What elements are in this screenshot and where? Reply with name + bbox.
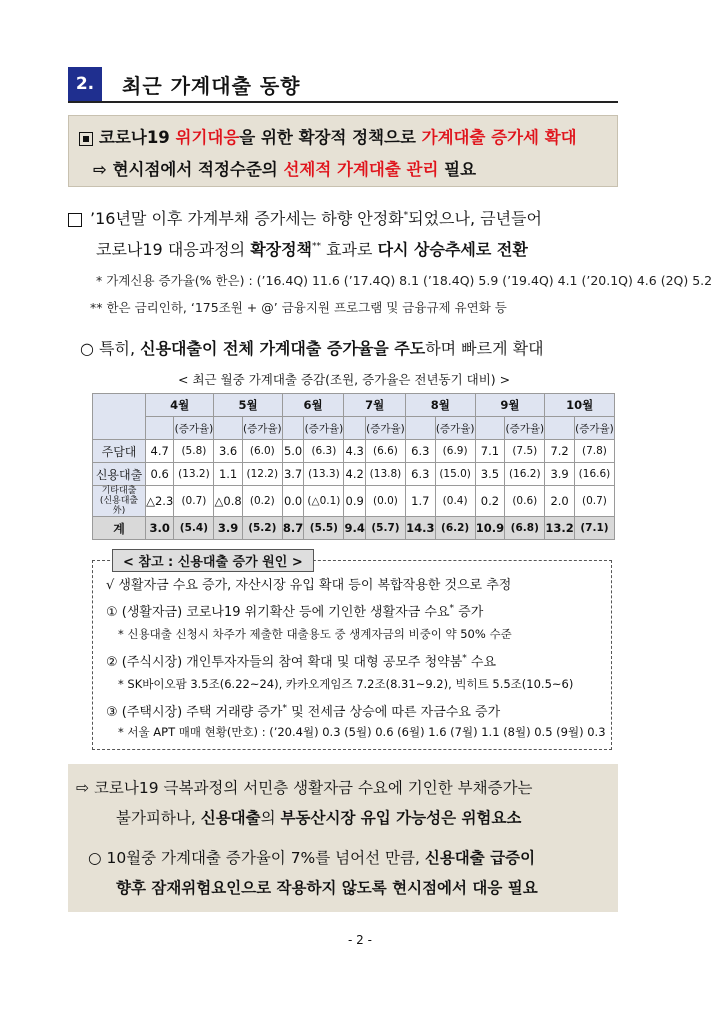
para-bold: 확장정책: [250, 240, 313, 259]
month-header: 6월: [282, 394, 344, 417]
amount-cell: 4.7: [146, 440, 174, 463]
rate-cell: (6.6): [365, 440, 405, 463]
section-number: 2.: [68, 67, 102, 101]
reference-item-2: [106, 651, 496, 670]
amount-cell: 0.6: [146, 463, 174, 486]
rate-cell: (7.5): [505, 440, 545, 463]
rate-cell: (5.8): [174, 440, 214, 463]
table-row: [93, 486, 615, 517]
amount-cell: 3.7: [282, 463, 304, 486]
arrow-icon: ⇨: [76, 779, 89, 797]
circle-bullet-icon: ○: [88, 849, 102, 867]
rate-header: (증가율): [505, 417, 545, 440]
summary-text: 현시점에서 적정수준의: [106, 160, 284, 179]
amount-cell: 2.0: [545, 486, 575, 517]
reference-label: < 참고 : 신용대출 증가 원인 >: [112, 549, 314, 572]
rate-cell: (0.7): [174, 486, 214, 517]
table-row: [93, 517, 615, 540]
para-text: 되었으나, 금년들어: [408, 209, 542, 228]
amount-cell: 8.7: [282, 517, 304, 540]
rate-cell: (6.8): [505, 517, 545, 540]
rate-header: (증가율): [174, 417, 214, 440]
amount-cell: 9.4: [344, 517, 366, 540]
amount-cell: 5.0: [282, 440, 304, 463]
month-header: 5월: [214, 394, 282, 417]
footnote-mark: *: [403, 210, 409, 221]
amount-cell: 3.9: [545, 463, 575, 486]
reference-note-3: * 서울 APT 매매 현황(만호) : (’20.4월) 0.3 (5월) 0.6 (6월) 1.6 (7월) 1.1 (8월) 0.5 (9월) 0.3: [118, 725, 606, 739]
rate-header: (증가율): [574, 417, 614, 440]
rate-cell: (0.4): [435, 486, 475, 517]
sub-blank: [214, 417, 242, 440]
amount-cell: 0.0: [282, 486, 304, 517]
table-row: [93, 440, 615, 463]
footnote-mark: *: [462, 653, 467, 664]
summary-text: 을 위한 확장적 정책으로: [239, 128, 422, 147]
loan-table: [92, 393, 615, 540]
sub-blank: [475, 417, 505, 440]
rate-cell: (15.0): [435, 463, 475, 486]
rate-cell: (12.2): [242, 463, 282, 486]
ref-text: 및 전세금 상승에 따른 자금수요 증가: [286, 705, 501, 720]
row-label: 주담대: [93, 440, 146, 463]
summary-text: 필요: [438, 160, 477, 179]
conclusion-line-2: [116, 806, 521, 828]
rate-cell: (5.4): [174, 517, 214, 540]
row-label: 계: [93, 517, 146, 540]
amount-cell: 6.3: [405, 463, 435, 486]
amount-cell: 3.0: [146, 517, 174, 540]
page-number: - 2 -: [348, 933, 372, 947]
amount-cell: 0.9: [344, 486, 366, 517]
rate-cell: (0.7): [574, 486, 614, 517]
conclusion-text: 불가피하나,: [116, 809, 201, 827]
section-divider: [68, 101, 618, 103]
amount-cell: 1.7: [405, 486, 435, 517]
amount-cell: 7.1: [475, 440, 505, 463]
month-header: 7월: [344, 394, 406, 417]
summary-highlight: 선제적 가계대출 관리: [283, 160, 439, 179]
ref-text: ③ (주택시장) 주택 거래량 증가: [106, 705, 283, 720]
month-header: 4월: [146, 394, 214, 417]
para-text: 코로나19 대응과정의: [96, 240, 251, 259]
para-text: 하며 빠르게 확대: [425, 339, 544, 358]
reference-item-3: [106, 701, 500, 720]
rate-cell: (0.0): [365, 486, 405, 517]
paragraph-1-line-1: [68, 206, 542, 229]
month-header: 9월: [475, 394, 545, 417]
sub-blank: [545, 417, 575, 440]
amount-cell: 0.2: [475, 486, 505, 517]
conclusion-line-3: [88, 846, 535, 868]
para-text: 효과로: [321, 240, 378, 259]
amount-cell: 14.3: [405, 517, 435, 540]
rate-cell: (7.1): [574, 517, 614, 540]
amount-cell: △2.3: [146, 486, 174, 517]
conclusion-text: 의: [260, 809, 281, 827]
month-header: 10월: [545, 394, 615, 417]
conclusion-box: [68, 764, 618, 912]
summary-text: 코로나19: [99, 128, 176, 147]
table-title: < 최근 월중 가계대출 증감(조원, 증가율은 전년동기 대비) >: [178, 372, 511, 387]
rate-cell: (13.8): [365, 463, 405, 486]
rate-cell: (△0.1): [304, 486, 344, 517]
table-header-row: [93, 394, 615, 417]
amount-cell: 3.9: [214, 517, 242, 540]
reference-intro: √ 생활자금 수요 증가, 자산시장 유입 확대 등이 복합작용한 것으로 추정: [106, 578, 512, 593]
amount-cell: 3.6: [214, 440, 242, 463]
amount-cell: 3.5: [475, 463, 505, 486]
footnote-mark: *: [282, 703, 287, 714]
amount-cell: 7.2: [545, 440, 575, 463]
sub-blank: [146, 417, 174, 440]
conclusion-text: 10월중 가계대출 증가율이 7%를 넘어선 만큼,: [101, 849, 425, 867]
paragraph-1-line-2: [96, 237, 528, 260]
rate-cell: (6.0): [242, 440, 282, 463]
section-title: 최근 가계대출 동향: [122, 74, 301, 98]
table-body: [93, 440, 615, 540]
footnote-1: * 가계신용 증가율(% 한은) : (’16.4Q) 11.6 (’17.4Q) 8.1 (’18.4Q) 5.9 (’19.4Q) 4.1 (’20.1Q) 4.6 (2Q) 5.2: [96, 273, 713, 288]
rate-header: (증가율): [304, 417, 344, 440]
month-header: 8월: [405, 394, 475, 417]
rate-cell: (0.6): [505, 486, 545, 517]
conclusion-bold: 부동산시장 유입 가능성은 위험요소: [280, 809, 522, 827]
rate-cell: (16.6): [574, 463, 614, 486]
rate-cell: (5.7): [365, 517, 405, 540]
reference-note-2: * SK바이오팜 3.5조(6.22~24), 카카오게임즈 7.2조(8.31~9.2), 빅히트 5.5조(10.5~6): [118, 677, 574, 691]
rate-header: (증가율): [435, 417, 475, 440]
table-corner: [93, 394, 146, 440]
rate-header: (증가율): [242, 417, 282, 440]
amount-cell: 10.9: [475, 517, 505, 540]
rate-cell: (13.2): [174, 463, 214, 486]
conclusion-line-4: 향후 잠재위험요인으로 작용하지 않도록 현시점에서 대응 필요: [116, 879, 538, 897]
rate-cell: (13.3): [304, 463, 344, 486]
amount-cell: 13.2: [545, 517, 575, 540]
para-bold: 신용대출이 전체 가계대출 증가율을 주도: [140, 339, 426, 358]
paragraph-2: [80, 336, 544, 359]
summary-line-1: [79, 124, 577, 148]
amount-cell: 4.2: [344, 463, 366, 486]
rate-cell: (6.3): [304, 440, 344, 463]
amount-cell: △0.8: [214, 486, 242, 517]
reference-item-1: [106, 601, 483, 620]
checkbox-square-icon: [68, 213, 82, 227]
ref-text: ① (생활자금) 코로나19 위기확산 등에 기인한 생활자금 수요: [106, 605, 450, 620]
conclusion-text: 코로나19 극복과정의 서민층 생활자금 수요에 기인한 부채증가는: [89, 779, 533, 797]
rate-cell: (5.2): [242, 517, 282, 540]
para-text: ’16년말 이후 가계부채 증가세는 하향 안정화: [90, 209, 404, 228]
sub-blank: [344, 417, 366, 440]
summary-box: [68, 115, 618, 187]
circle-bullet-icon: ○: [80, 339, 94, 358]
summary-line-2: [93, 156, 476, 180]
ref-text: 수요: [466, 655, 496, 670]
rate-cell: (16.2): [505, 463, 545, 486]
rate-cell: (5.5): [304, 517, 344, 540]
rate-cell: (7.8): [574, 440, 614, 463]
reference-note-1: * 신용대출 신청시 차주가 제출한 대출용도 중 생계자금의 비중이 약 50% 수준: [118, 627, 512, 641]
rate-cell: (6.9): [435, 440, 475, 463]
table-row: [93, 463, 615, 486]
ref-text: 증가: [454, 605, 484, 620]
rate-header: (증가율): [365, 417, 405, 440]
summary-highlight: 가계대출 증가세 확대: [421, 128, 577, 147]
rate-cell: (0.2): [242, 486, 282, 517]
sub-blank: [405, 417, 435, 440]
sub-blank: [282, 417, 304, 440]
row-label: 기타대출 (신용대출 外): [93, 486, 146, 517]
para-bold: 다시 상승추세로 전환: [377, 240, 528, 259]
footnote-mark: **: [312, 241, 322, 252]
ref-text: ② (주식시장) 개인투자자들의 참여 확대 및 대형 공모주 청약붐: [106, 655, 463, 670]
row-label: 신용대출: [93, 463, 146, 486]
amount-cell: 1.1: [214, 463, 242, 486]
rate-cell: (6.2): [435, 517, 475, 540]
summary-highlight: 위기대응: [175, 128, 240, 147]
conclusion-line-1: [76, 776, 533, 798]
footnote-2: ** 한은 금리인하, ‘175조원 + @’ 금융지원 프로그램 및 금융규제 유연화 등: [90, 300, 507, 315]
conclusion-bold: 신용대출: [200, 809, 261, 827]
amount-cell: 4.3: [344, 440, 366, 463]
arrow-icon: ⇨: [93, 160, 107, 179]
conclusion-bold: 신용대출 급증이: [424, 849, 536, 867]
footnote-mark: *: [449, 603, 455, 614]
para-text: 특히,: [93, 339, 141, 358]
square-bullet-icon: [79, 132, 93, 146]
amount-cell: 6.3: [405, 440, 435, 463]
table-subheader-row: [93, 417, 615, 440]
